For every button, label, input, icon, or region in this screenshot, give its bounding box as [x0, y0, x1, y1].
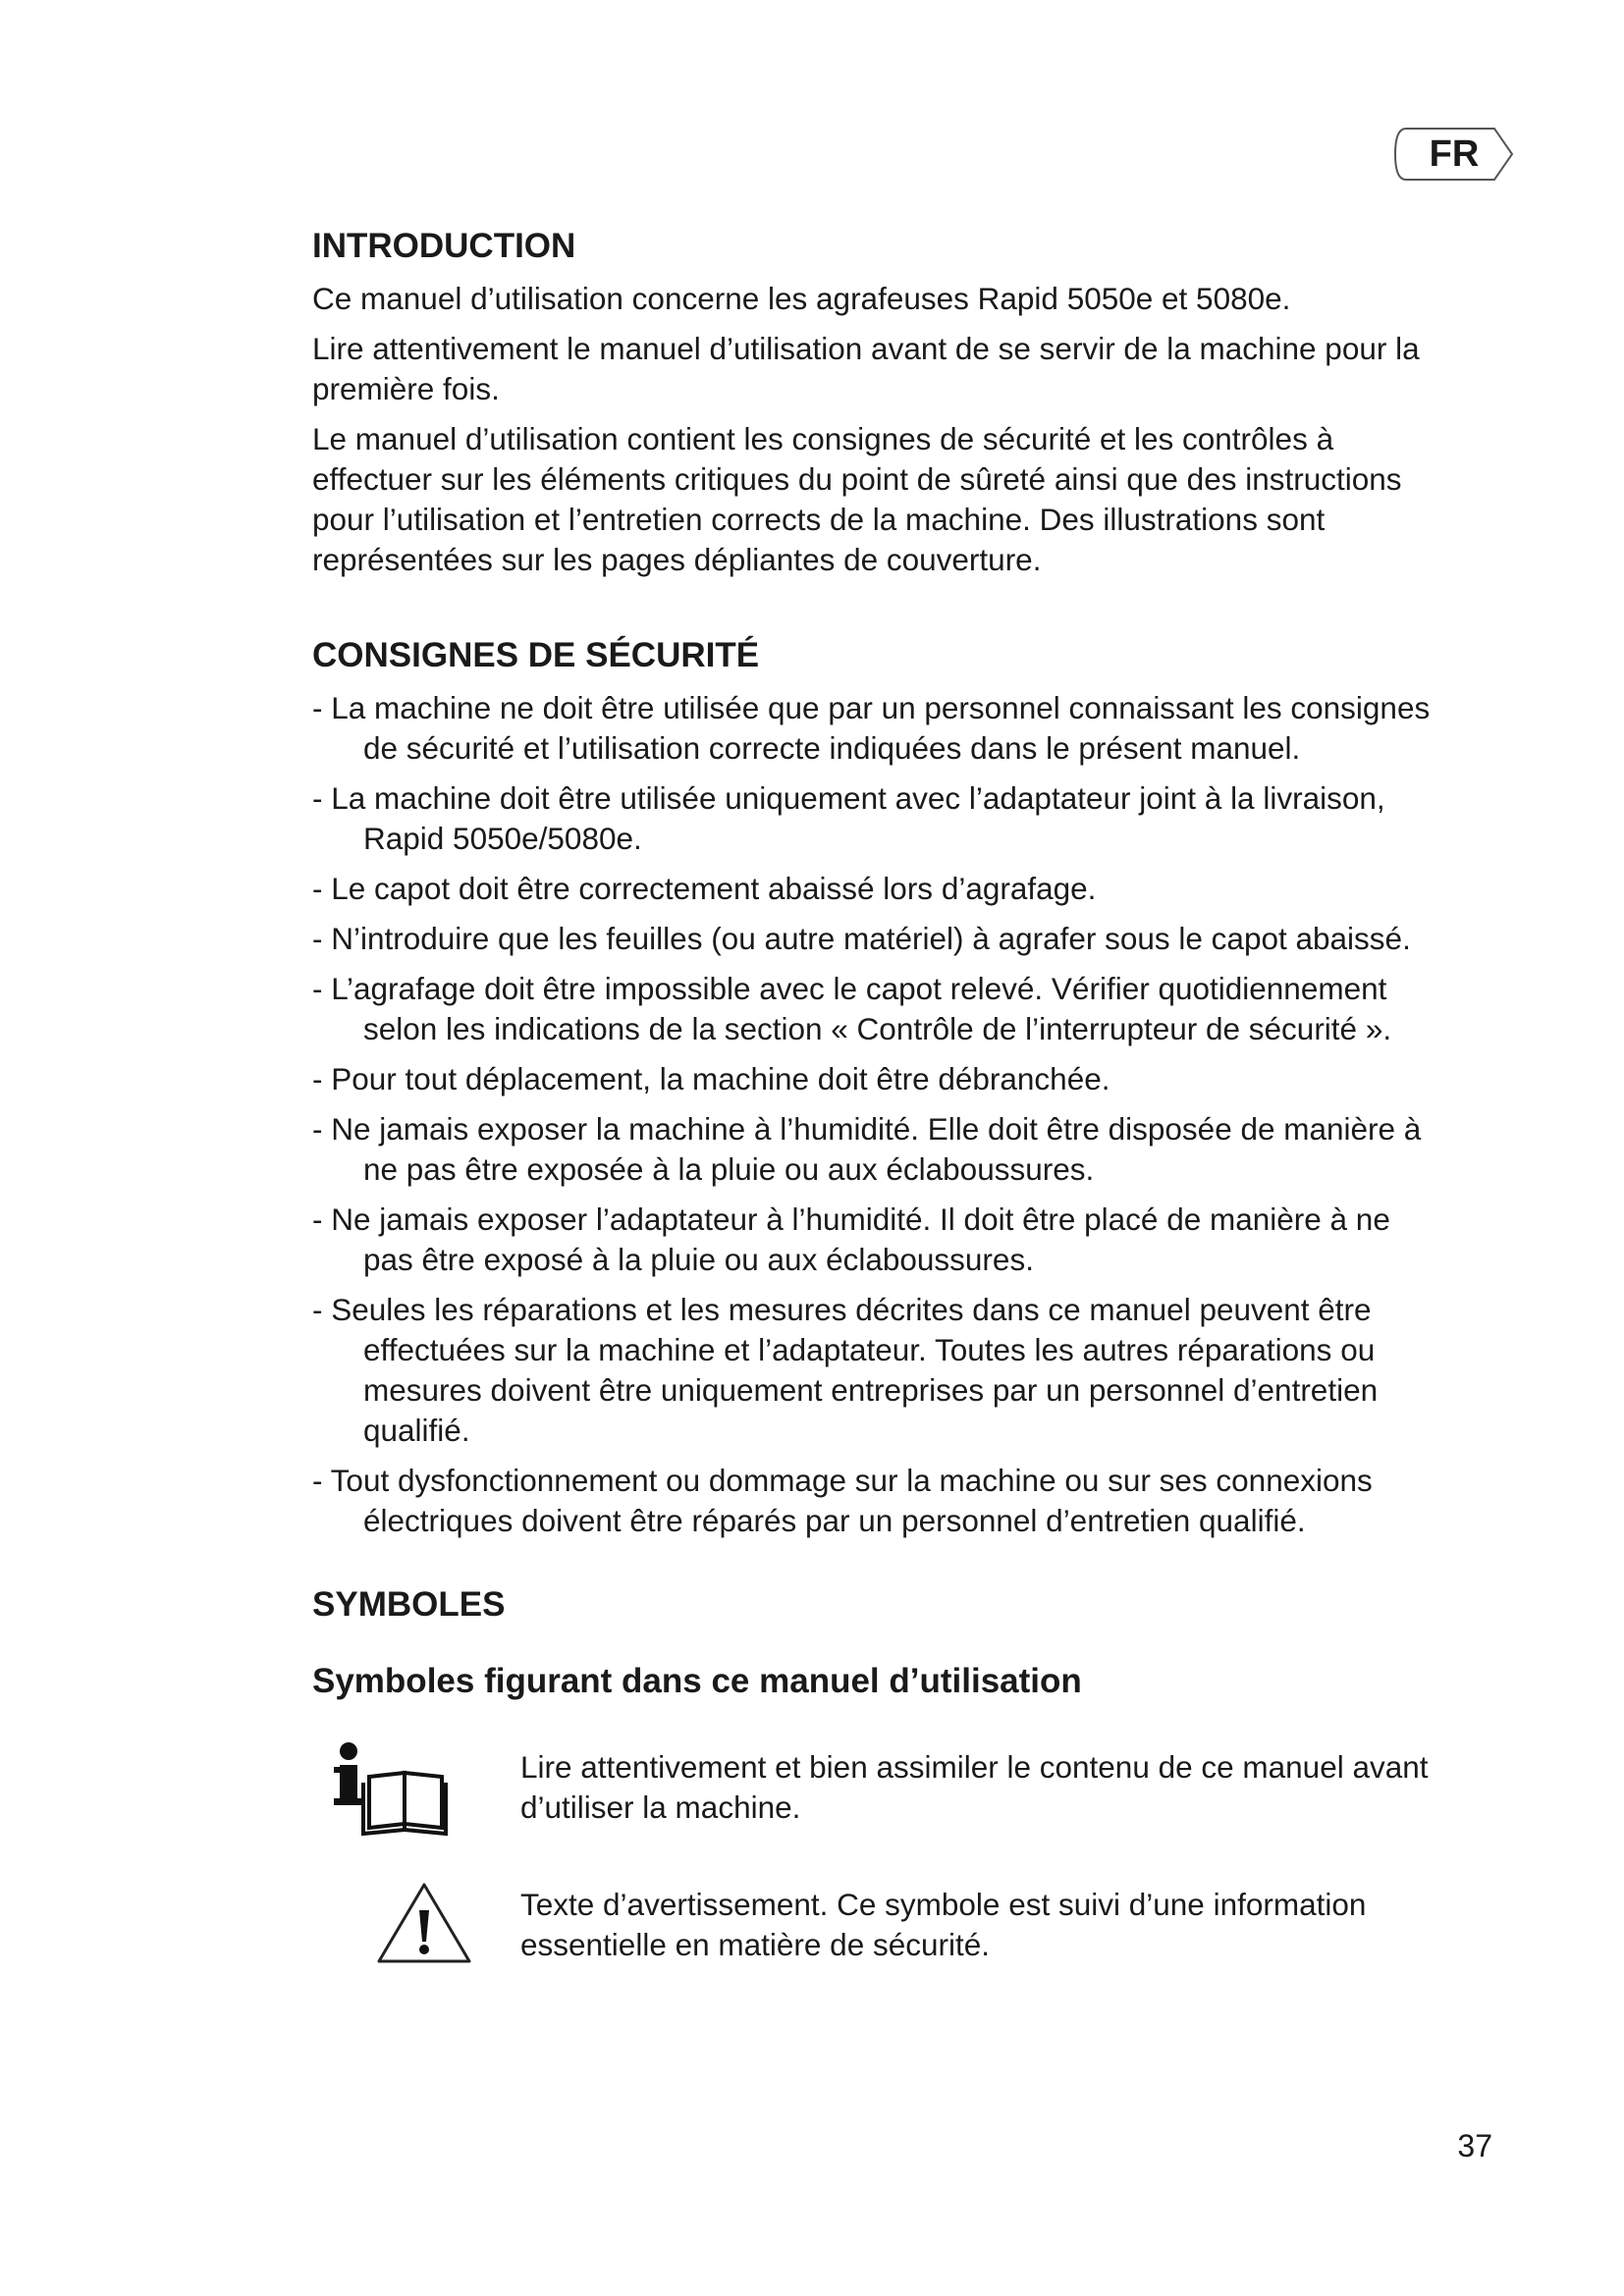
symbol-description: Texte d’avertissement. Ce symbole est suivi d’une information essentielle en matière de sécurité.	[520, 1887, 1367, 1962]
safety-item: - Ne jamais exposer l’adaptateur à l’humidité. Il doit être placé de manière à ne pas être exposé à la pluie ou aux éclaboussures.	[312, 1201, 1390, 1277]
introduction-section	[312, 226, 1441, 580]
warning-icon	[375, 1881, 473, 1970]
symbols-subtitle: Symboles figurant dans ce manuel d’utilisation	[312, 1662, 1082, 1700]
language-badge	[1392, 126, 1516, 183]
safety-section	[312, 635, 1441, 1541]
info-manual-icon	[332, 1739, 460, 1842]
safety-item: - La machine ne doit être utilisée que par un personnel connaissant les consignes de sécurité et l’utilisation correcte indiquées dans le présent manuel.	[312, 690, 1431, 766]
symbol-row	[312, 1747, 1441, 1885]
safety-title: CONSIGNES DE SÉCURITÉ	[312, 636, 760, 674]
symbol-description: Lire attentivement et bien assimiler le contenu de ce manuel avant d’utiliser la machine.	[520, 1749, 1429, 1825]
safety-item: - Seules les réparations et les mesures décrites dans ce manuel peuvent être effectuées sur la machine et l’adaptateur. Toutes les autres réparations ou mesures doivent être uniquement entreprises par un personnel d’entretien qualifié.	[312, 1292, 1379, 1448]
safety-item: - Tout dysfonctionnement ou dommage sur la machine ou sur ses connexions électriques doivent être réparés par un personnel d’entretien qualifié.	[312, 1463, 1373, 1538]
safety-item: - L’agrafage doit être impossible avec le capot relevé. Vérifier quotidiennement selon les indications de la section « Contrôle de l’interrupteur de sécurité ».	[312, 971, 1392, 1046]
safety-item: - Ne jamais exposer la machine à l’humidité. Elle doit être disposée de manière à ne pas être exposée à la pluie ou aux éclaboussures.	[312, 1111, 1422, 1187]
document-body	[312, 226, 1441, 2022]
safety-item: - N’introduire que les feuilles (ou autre matériel) à agrafer sous le capot abaissé.	[312, 921, 1411, 956]
introduction-paragraph: Lire attentivement le manuel d’utilisation avant de se servir de la machine pour la première fois.	[312, 331, 1420, 406]
safety-item: - Le capot doit être correctement abaissé lors d’agrafage.	[312, 871, 1097, 906]
introduction-title: INTRODUCTION	[312, 227, 576, 265]
safety-item: - Pour tout déplacement, la machine doit être débranchée.	[312, 1061, 1110, 1096]
introduction-paragraph: Le manuel d’utilisation contient les consignes de sécurité et les contrôles à effectuer sur les éléments critiques du point de sûreté ainsi que des instructions pour l’utilisation et l’entretien corrects de la machine. Des illustrations sont représentées sur les pages dépliantes de couverture.	[312, 421, 1402, 577]
safety-item: - La machine doit être utilisée uniquement avec l’adaptateur joint à la livraison, Rapid 5050e/5080e.	[312, 780, 1385, 856]
symbol-row	[312, 1885, 1441, 2022]
language-badge-label: FR	[1429, 133, 1480, 175]
safety-list	[312, 688, 1441, 1541]
page-number: 37	[1457, 2128, 1492, 2163]
symbols-title: SYMBOLES	[312, 1585, 506, 1624]
symbols-section	[312, 1584, 1441, 2022]
introduction-paragraph: Ce manuel d’utilisation concerne les agrafeuses Rapid 5050e et 5080e.	[312, 281, 1291, 316]
